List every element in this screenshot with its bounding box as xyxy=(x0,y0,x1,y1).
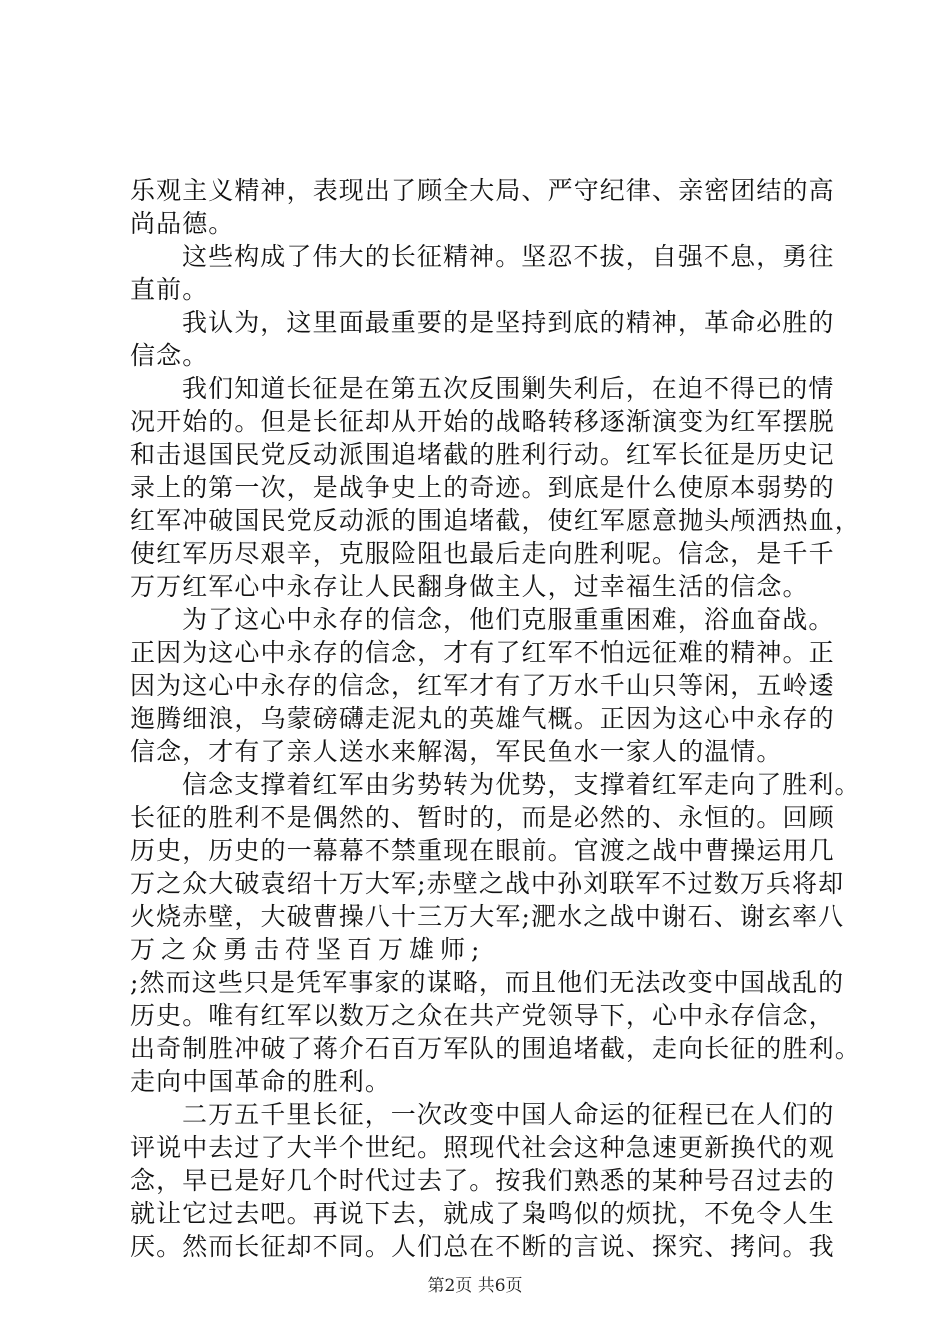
text-line: 录上的第一次，是战争史上的奇迹。到底是什么使原本弱势的 xyxy=(130,473,835,502)
text-line: 尚品德。 xyxy=(130,209,235,238)
text-line: 就让它过去吧。再说下去，就成了枭鸣似的烦扰，不免令人生 xyxy=(130,1199,835,1228)
text-line: 万之众大破袁绍十万大军;赤壁之战中孙刘联军不过数万兵将却 xyxy=(130,869,845,898)
text-line: 为了这心中永存的信念，他们克服重重困难，浴血奋战。 xyxy=(182,605,835,634)
text-line: 乐观主义精神，表现出了顾全大局、严守纪律、亲密团结的高 xyxy=(130,176,835,205)
text-line: 我们知道长征是在第五次反围剿失利后，在迫不得已的情 xyxy=(182,374,835,403)
text-line: 历史，历史的一幕幕不禁重现在眼前。官渡之战中曹操运用几 xyxy=(130,836,835,865)
text-line: 念，早已是好几个时代过去了。按我们熟悉的某种号召过去的 xyxy=(130,1166,835,1195)
text-line: 因为这心中永存的信念，红军才有了万水千山只等闲，五岭逶 xyxy=(130,671,835,700)
text-line: 走向中国革命的胜利。 xyxy=(130,1067,392,1096)
text-line: 正因为这心中永存的信念，才有了红军不怕远征难的精神。正 xyxy=(130,638,835,667)
text-line: 万万红军心中永存让人民翻身做主人，过幸福生活的信念。 xyxy=(130,572,809,601)
text-line: 这些构成了伟大的长征精神。坚忍不拔，自强不息，勇往 xyxy=(182,242,835,271)
text-line: 使红军历尽艰辛，克服险阻也最后走向胜利呢。信念，是千千 xyxy=(130,539,835,568)
text-line: 评说中去过了大半个世纪。照现代社会这种急速更新换代的观 xyxy=(130,1133,835,1162)
text-line: 红军冲破国民党反动派的围追堵截，使红军愿意抛头颅洒热血， xyxy=(130,506,861,535)
text-line: 出奇制胜冲破了蒋介石百万军队的围追堵截，走向长征的胜利。 xyxy=(130,1034,861,1063)
text-line: 信念。 xyxy=(130,341,209,370)
text-line: 万之众勇击苻坚百万雄师; xyxy=(130,935,486,964)
text-line: 迤腾细浪，乌蒙磅礴走泥丸的英雄气概。正因为这心中永存的 xyxy=(130,704,835,733)
text-line: 二万五千里长征，一次改变中国人命运的征程已在人们的 xyxy=(182,1100,835,1129)
text-line: 况开始的。但是长征却从开始的战略转移逐渐演变为红军摆脱 xyxy=(130,407,835,436)
body-text xyxy=(130,174,861,1263)
text-line: 信念支撑着红军由劣势转为优势，支撑着红军走向了胜利。 xyxy=(182,770,861,799)
text-line: 火烧赤壁，大破曹操八十三万大军;淝水之战中谢石、谢玄率八 xyxy=(130,902,845,931)
text-line: 厌。然而长征却不同。人们总在不断的言说、探究、拷问。我 xyxy=(130,1232,835,1261)
text-line: 直前。 xyxy=(130,275,209,304)
text-line: ;然而这些只是凭军事家的谋略，而且他们无法改变中国战乱的 xyxy=(130,968,845,997)
text-line: 和击退国民党反动派围追堵截的胜利行动。红军长征是历史记 xyxy=(130,440,835,469)
text-line: 我认为，这里面最重要的是坚持到底的精神，革命必胜的 xyxy=(182,308,835,337)
page-number-footer: 第2页 共6页 xyxy=(427,1276,523,1296)
text-line: 信念，才有了亲人送水来解渴，军民鱼水一家人的温情。 xyxy=(130,737,783,766)
text-line: 长征的胜利不是偶然的、暂时的，而是必然的、永恒的。回顾 xyxy=(130,803,835,832)
text-line: 历史。唯有红军以数万之众在共产党领导下，心中永存信念， xyxy=(130,1001,835,1030)
